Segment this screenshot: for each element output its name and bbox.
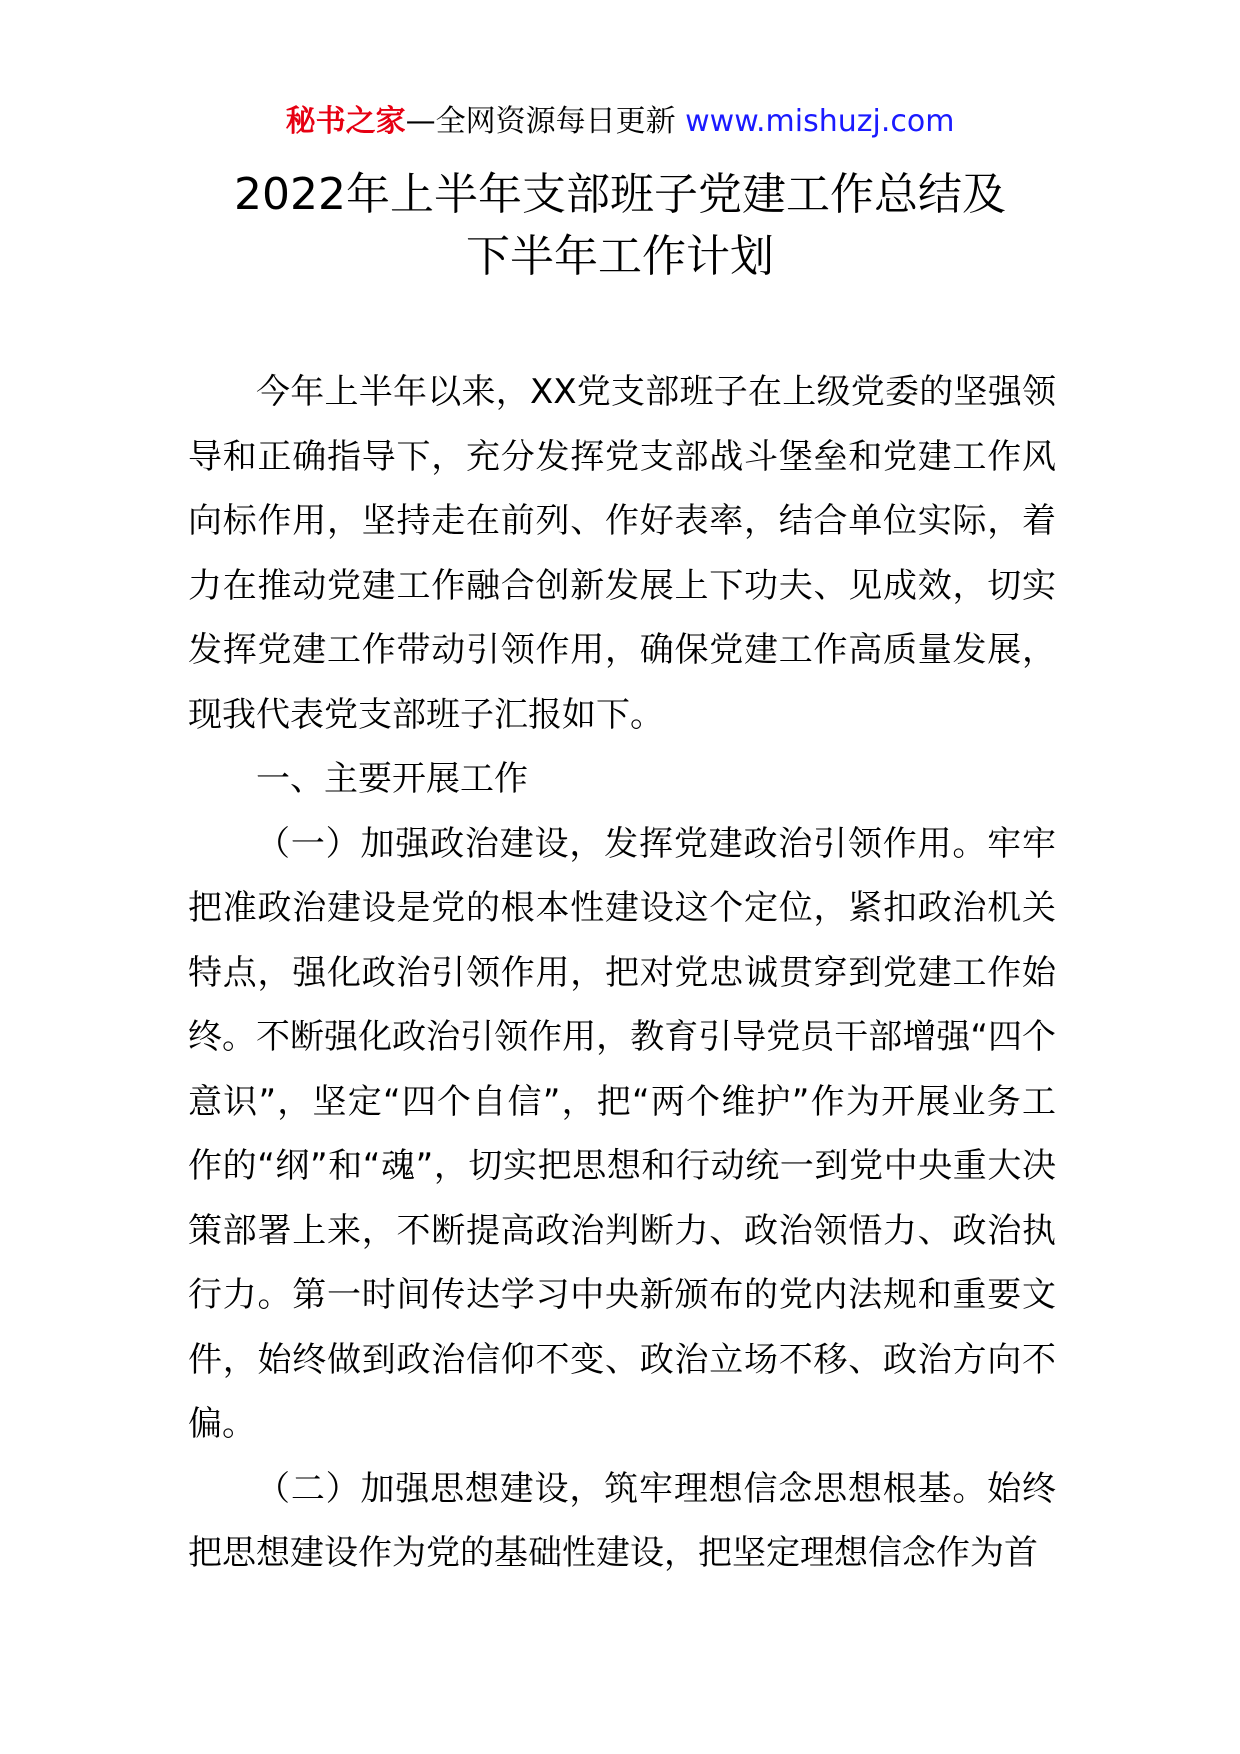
document-title	[0, 164, 1240, 288]
brand-name: 秘书之家	[285, 104, 406, 139]
site-url-link[interactable]: www.mishuzj.com	[685, 104, 955, 139]
title-line-1: 2022年上半年支部班子党建工作总结及	[234, 169, 1006, 220]
paragraph-ideological-construction: （二）加强思想建设，筑牢理想信念思想根基。始终把思想建设作为党的基础性建设，把坚定理想信念作为首	[188, 1468, 1056, 1573]
header-tagline: —全网资源每日更新	[405, 104, 676, 139]
site-header	[0, 100, 1240, 144]
document-body	[188, 360, 1056, 1586]
intro-paragraph: 今年上半年以来，XX党支部班子在上级党委的坚强领导和正确指导下，充分发挥党支部战斗堡垒和党建工作风向标作用，坚持走在前列、作好表率，结合单位实际，着力在推动党建工作融合创新发展上下功夫、见成效，切实发挥党建工作带动引领作用，确保党建工作高质量发展，现我代表党支部班子汇报如下。	[188, 372, 1056, 735]
title-line-2: 下半年工作计划	[466, 231, 774, 282]
paragraph-political-construction: （一）加强政治建设，发挥党建政治引领作用。牢牢把准政治建设是党的根本性建设这个定位，紧扣政治机关特点，强化政治引领作用，把对党忠诚贯穿到党建工作始终。不断强化政治引领作用，教育引导党员干部增强“四个意识”，坚定“四个自信”，把“两个维护”作为开展业务工作的“纲”和“魂”，切实把思想和行动统一到党中央重大决策部署上来，不断提高政治判断力、政治领悟力、政治执行力。第一时间传达学习中央新颁布的党内法规和重要文件，始终做到政治信仰不变、政治立场不移、政治方向不偏。	[188, 823, 1056, 1444]
section-heading-main-work: 一、主要开展工作	[256, 759, 528, 799]
